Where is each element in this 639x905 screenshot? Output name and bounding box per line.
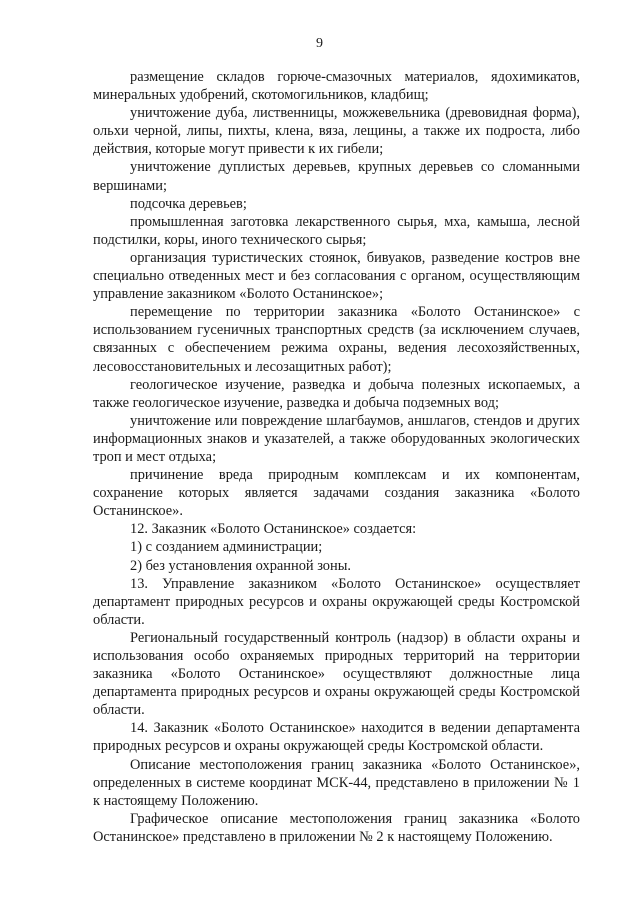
paragraph-boundary-description: Описание местоположения границ заказника «Болото Останинское», определенных в системе координат МСК-44, представлено в приложении № 1 к настоящему Положению. [93,756,580,809]
document-body [93,68,580,846]
paragraph-prohibition-tree-destruction: уничтожение дуба, лиственницы, можжевельника (древовидная форма), ольхи черной, липы, пихты, клена, вяза, лещины, а также их подроста, либо действия, которые могут привести к их гибели; [93,105,580,158]
paragraph-graphic-description: Графическое описание местоположения границ заказника «Болото Останинское» представлено в приложении № 2 к настоящему Положению. [93,810,580,845]
paragraph-section-12: 12. Заказник «Болото Останинское» создается: [130,521,417,538]
paragraph-prohibition-tracked-vehicles: перемещение по территории заказника «Болото Останинское» с использованием гусеничных транспортных средств (за исключением случаев, связанных с обеспечением режима охраны, ведения лесохозяйственных, лесовосстановительных и лесозащитных работ); [93,304,580,375]
paragraph-prohibition-tapping: подсочка деревьев; [130,195,247,212]
paragraph-prohibition-harm: причинение вреда природным комплексам и их компонентам, сохранение которых является задачами создания заказника «Болото Останинское». [93,467,580,520]
paragraph-section-12-item-1: 1) с созданием администрации; [130,539,323,556]
paragraph-prohibition-geology: геологическое изучение, разведка и добыча полезных ископаемых, а также геологическое изучение, разведка и добыча подземных вод; [93,376,580,411]
paragraph-prohibition-hollow-trees: уничтожение дуплистых деревьев, крупных деревьев со сломанными вершинами; [93,159,580,194]
paragraph-section-12-item-2: 2) без установления охранной зоны. [130,557,351,574]
paragraph-prohibition-camping: организация туристических стоянок, бивуаков, разведение костров вне специально отведенных мест и без согласования с органом, осуществляющим управление заказником «Болото Останинское»; [93,249,580,303]
paragraph-regional-control: Региональный государственный контроль (надзор) в области охраны и использования особо охраняемых природных территорий на территории заказника «Болото Останинское» осуществляют должностные лица департамента природных ресурсов и охраны окружающей среды Костромской области. [93,629,580,719]
paragraph-section-13: 13. Управление заказником «Болото Останинское» осуществляет департамент природных ресурсов и охраны окружающей среды Костромской области. [93,575,580,628]
paragraph-prohibition-fuel-storage: размещение складов горюче-смазочных материалов, ядохимикатов, минеральных удобрений, скотомогильников, кладбищ; [93,69,580,104]
paragraph-prohibition-harvesting: промышленная заготовка лекарственного сырья, мха, камыша, лесной подстилки, коры, иного технического сырья; [93,213,580,248]
paragraph-prohibition-signs: уничтожение или повреждение шлагбаумов, аншлагов, стендов и других информационных знаков и указателей, а также оборудованных экологических троп и мест отдыха; [93,412,580,465]
paragraph-section-14: 14. Заказник «Болото Останинское» находится в ведении департамента природных ресурсов и охраны окружающей среды Костромской области. [93,720,580,755]
page-number: 9 [316,36,323,51]
